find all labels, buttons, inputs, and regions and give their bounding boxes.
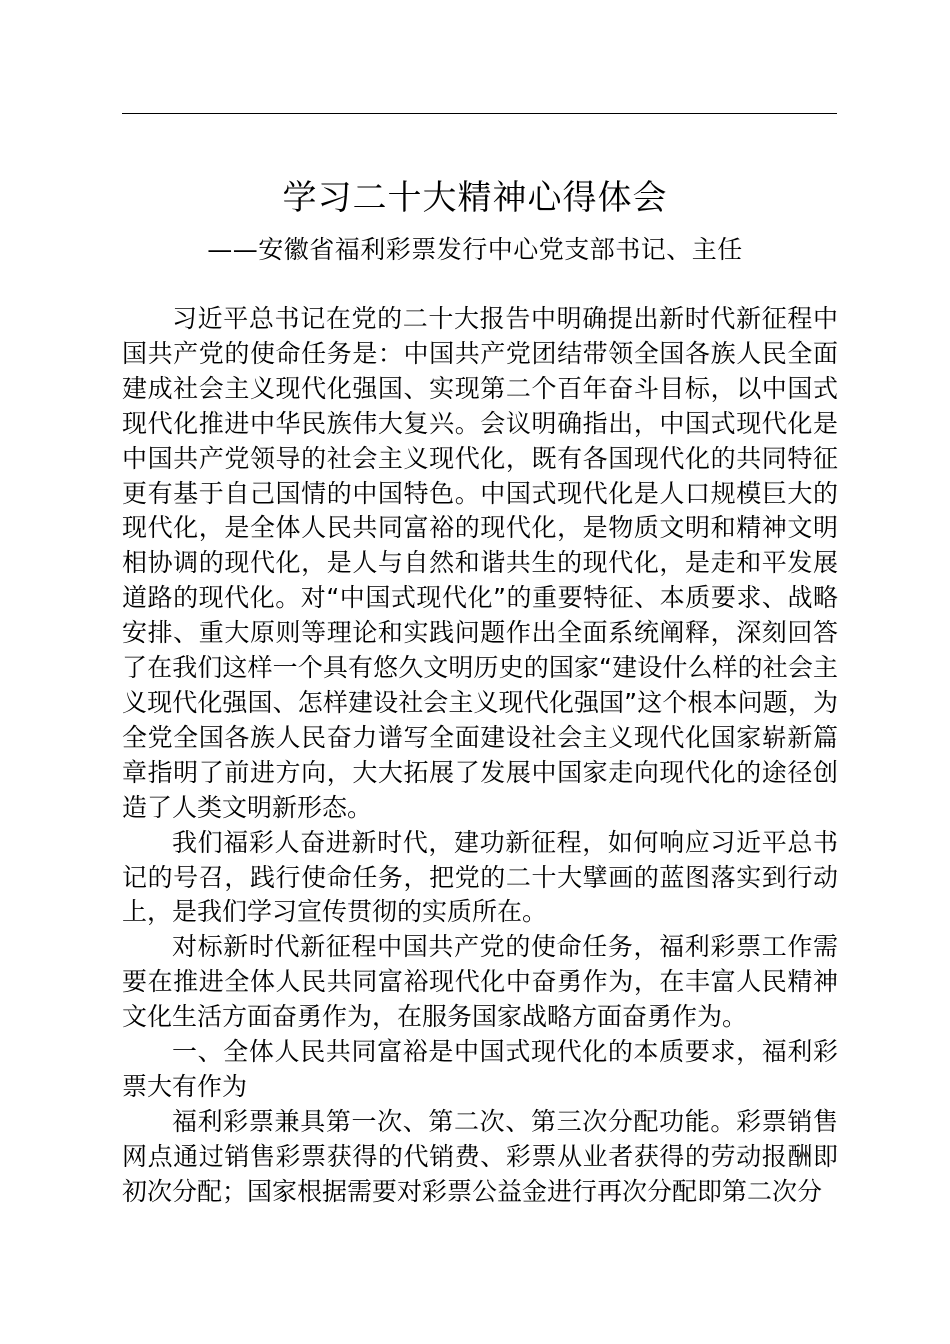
paragraph: 我们福彩人奋进新时代，建功新征程，如何响应习近平总书记的号召，践行使命任务，把党的二十大擘画的蓝图落实到行动上，是我们学习宣传贯彻的实质所在。 bbox=[122, 827, 838, 927]
document-subtitle: ——安徽省福利彩票发行中心党支部书记、主任 bbox=[207, 235, 743, 264]
document-body bbox=[122, 302, 838, 1210]
header-rule bbox=[122, 113, 837, 114]
document-title: 学习二十大精神心得体会 bbox=[282, 178, 668, 218]
paragraph: 福利彩票兼具第一次、第二次、第三次分配功能。彩票销售网点通过销售彩票获得的代销费、彩票从业者获得的劳动报酬即初次分配；国家根据需要对彩票公益金进行再次分配即第二次分 bbox=[122, 1106, 838, 1206]
section-heading: 一、全体人民共同富裕是中国式现代化的本质要求，福利彩票大有作为 bbox=[122, 1037, 838, 1101]
paragraph: 对标新时代新征程中国共产党的使命任务，福利彩票工作需要在推进全体人民共同富裕现代化中奋勇作为，在丰富人民精神文化生活方面奋勇作为，在服务国家战略方面奋勇作为。 bbox=[122, 932, 838, 1032]
paragraph: 习近平总书记在党的二十大报告中明确提出新时代新征程中国共产党的使命任务是：中国共产党团结带领全国各族人民全面建成社会主义现代化强国、实现第二个百年奋斗目标，以中国式现代化推进中华民族伟大复兴。会议明确指出，中国式现代化是中国共产党领导的社会主义现代化，既有各国现代化的共同特征更有基于自己国情的中国特色。中国式现代化是人口规模巨大的现代化，是全体人民共同富裕的现代化，是物质文明和精神文明相协调的现代化，是人与自然和谐共生的现代化，是走和平发展道路的现代化。对“中国式现代化”的重要特征、本质要求、战略安排、重大原则等理论和实践问题作出全面系统阐释，深刻回答了在我们这样一个具有悠久文明历史的国家“建设什么样的社会主义现代化强国、怎样建设社会主义现代化强国”这个根本问题，为全党全国各族人民奋力谱写全面建设社会主义现代化国家崭新篇章指明了前进方向，大大拓展了发展中国家走向现代化的途径创造了人类文明新形态。 bbox=[122, 304, 838, 822]
